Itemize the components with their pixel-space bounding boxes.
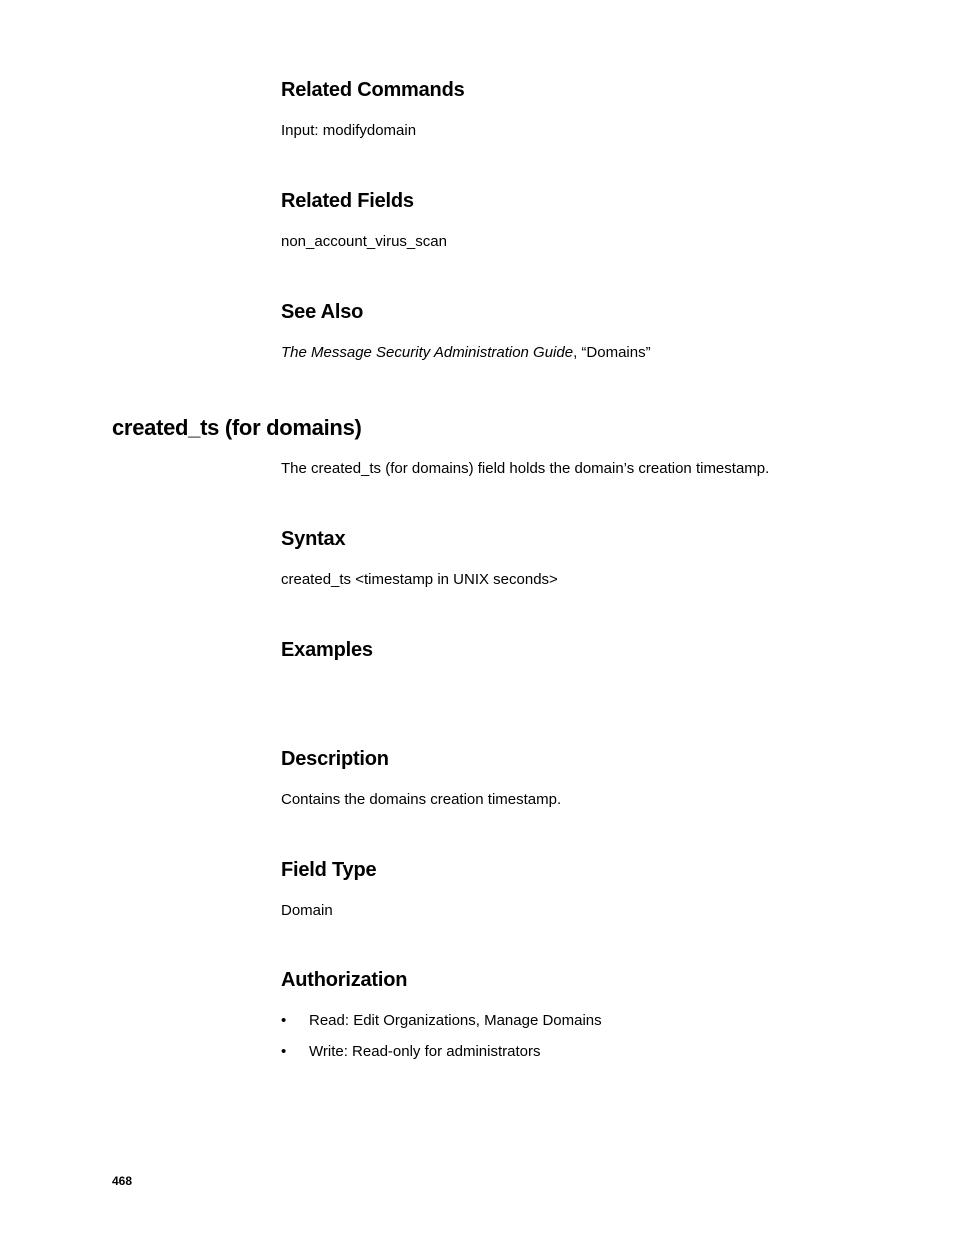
related-fields-text: non_account_virus_scan — [281, 233, 447, 250]
description-heading: Description — [281, 748, 389, 770]
authorization-heading: Authorization — [281, 969, 408, 991]
field-intro: The created_ts (for domains) field holds the domain’s creation timestamp. — [281, 460, 770, 477]
syntax-text: created_ts <timestamp in UNIX seconds> — [281, 571, 558, 588]
see-also-heading: See Also — [281, 301, 364, 323]
see-also-text — [281, 344, 651, 362]
related-commands-heading: Related Commands — [281, 79, 465, 101]
authorization-item-read: Read: Edit Organizations, Manage Domains — [309, 1012, 602, 1029]
field-type-text: Domain — [281, 902, 333, 919]
syntax-heading: Syntax — [281, 528, 346, 550]
examples-heading: Examples — [281, 639, 373, 661]
related-fields-heading: Related Fields — [281, 190, 414, 212]
field-title: created_ts (for domains) — [112, 415, 362, 440]
bullet-marker: • — [281, 1043, 287, 1060]
page-number: 468 — [112, 1174, 133, 1188]
authorization-item-write: Write: Read-only for administrators — [309, 1043, 541, 1060]
see-also-suffix: , “Domains” — [573, 344, 651, 361]
field-type-heading: Field Type — [281, 859, 377, 881]
see-also-guide-title: The Message Security Administration Guide — [281, 344, 574, 361]
related-commands-text: Input: modifydomain — [281, 122, 417, 139]
bullet-marker: • — [281, 1012, 287, 1029]
description-text: Contains the domains creation timestamp. — [281, 791, 562, 808]
